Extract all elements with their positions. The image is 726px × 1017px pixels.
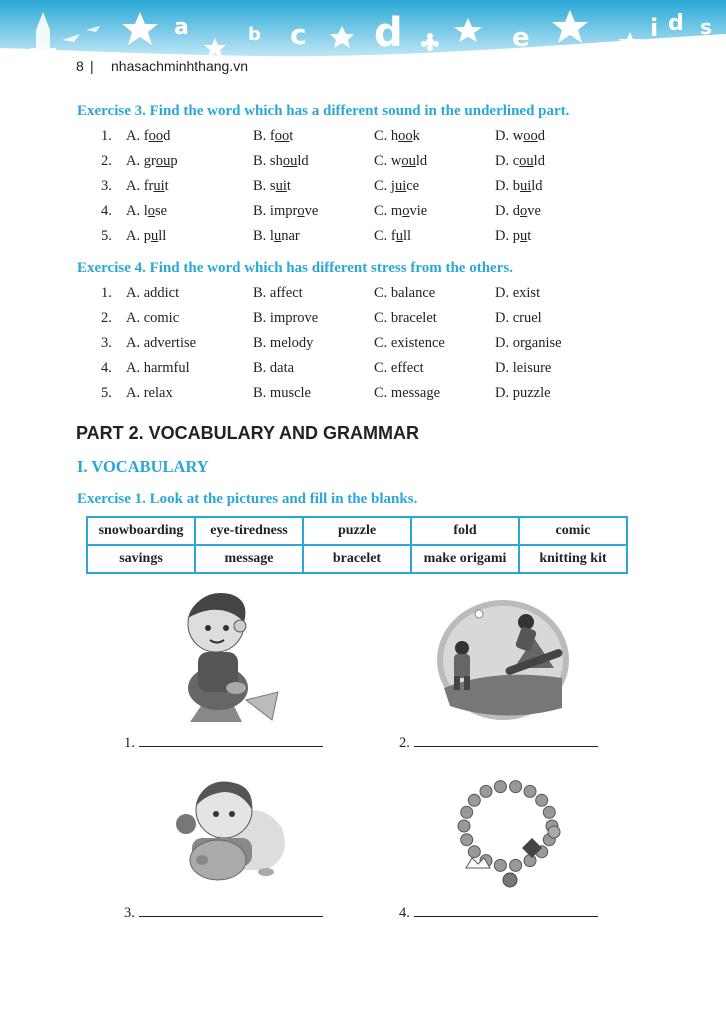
exercise3-title: Exercise 3. Find the word which has a different sound in the underlined part. <box>77 103 570 119</box>
option-text: C. h <box>374 128 399 144</box>
question-row <box>0 153 726 173</box>
option-text: ve <box>304 203 319 219</box>
option-text: p <box>170 153 178 169</box>
question-number: 3. <box>101 178 112 194</box>
option-text: B. sh <box>253 153 283 169</box>
part2-title: PART 2. VOCABULARY AND GRAMMAR <box>76 423 420 443</box>
option-a[interactable]: A. harmful <box>126 360 190 376</box>
word-box <box>86 516 628 574</box>
underlined-part: ou <box>401 153 416 169</box>
option-text: D. c <box>495 153 520 169</box>
blank-number: 1. <box>124 735 135 751</box>
question-row <box>0 360 726 380</box>
bracelet-icon <box>446 776 576 894</box>
header-separator: | <box>90 58 94 74</box>
option-text: ll <box>403 228 412 244</box>
option-d[interactable]: D. exist <box>495 285 541 301</box>
bead <box>536 794 548 806</box>
option-text: ld <box>531 178 543 194</box>
option-text: D. d <box>495 203 520 219</box>
bead <box>480 785 492 797</box>
banner-letter: e <box>512 23 530 53</box>
question-number: 5. <box>101 385 112 401</box>
option-b[interactable]: B. muscle <box>253 385 311 401</box>
option-b[interactable]: B. improve <box>253 310 319 326</box>
question-number: 1. <box>101 285 112 301</box>
underlined-part: u <box>519 228 528 244</box>
option-text: A. l <box>126 203 148 219</box>
option-d[interactable] <box>495 128 545 145</box>
answer-blank-3[interactable] <box>124 904 323 922</box>
word-box-cell: message <box>195 545 303 573</box>
option-b[interactable] <box>253 228 300 245</box>
option-c[interactable] <box>374 128 420 145</box>
underlined-part: oo <box>148 128 164 144</box>
option-a[interactable] <box>126 228 166 245</box>
option-text: A. p <box>126 228 151 244</box>
underlined-part: o <box>297 203 305 219</box>
bead <box>468 846 480 858</box>
underlined-part: oo <box>274 128 290 144</box>
underlined-part: o <box>519 203 528 219</box>
banner-letter: d <box>668 11 684 36</box>
option-text: d <box>537 128 545 144</box>
word-box-cell: knitting kit <box>519 545 627 573</box>
option-c[interactable]: C. balance <box>374 285 436 301</box>
option-d[interactable] <box>495 203 541 220</box>
blank-line[interactable] <box>139 904 323 917</box>
option-text: ld <box>297 153 309 169</box>
option-text: ll <box>158 228 167 244</box>
option-text: C. j <box>374 178 395 194</box>
option-text: k <box>412 128 420 144</box>
origami-boy-icon <box>170 588 290 724</box>
blank-number: 2. <box>399 735 410 751</box>
bead <box>543 806 555 818</box>
option-a[interactable]: A. comic <box>126 310 180 326</box>
banner-letter: d <box>374 10 403 56</box>
option-a[interactable] <box>126 178 169 195</box>
question-row <box>0 203 726 223</box>
question-number: 2. <box>101 153 112 169</box>
banner-letter: a <box>174 15 189 40</box>
underlined-part: ui <box>394 178 407 194</box>
blank-line[interactable] <box>414 904 598 917</box>
option-a[interactable] <box>126 128 170 145</box>
question-row <box>0 385 726 405</box>
option-a[interactable]: A. advertise <box>126 335 197 351</box>
option-text: ce <box>406 178 420 194</box>
question-number: 4. <box>101 203 112 219</box>
option-d[interactable]: D. cruel <box>495 310 542 326</box>
answer-blank-4[interactable] <box>399 904 598 922</box>
underlined-part: ui <box>153 178 165 194</box>
word-box-cell: bracelet <box>303 545 411 573</box>
option-d[interactable] <box>495 153 545 170</box>
bead <box>510 781 522 793</box>
option-text: B. l <box>253 228 274 244</box>
option-text: B. s <box>253 178 276 194</box>
option-text: t <box>164 178 169 194</box>
question-row <box>0 128 726 148</box>
question-row <box>0 228 726 248</box>
option-text: A. gr <box>126 153 156 169</box>
option-text: D. b <box>495 178 520 194</box>
question-row <box>0 310 726 330</box>
option-d[interactable]: D. organise <box>495 335 562 351</box>
question-row <box>0 335 726 355</box>
banner-letter: i <box>650 14 659 42</box>
bead <box>458 820 470 832</box>
question-number: 5. <box>101 228 112 244</box>
option-b[interactable] <box>253 153 309 170</box>
underlined-part: ou <box>282 153 298 169</box>
option-c[interactable]: C. existence <box>374 335 445 351</box>
option-b[interactable] <box>253 128 293 145</box>
option-a[interactable] <box>126 153 178 170</box>
blank-number: 3. <box>124 905 135 921</box>
bead <box>524 785 536 797</box>
option-c[interactable]: C. message <box>374 385 441 401</box>
option-text: d <box>163 128 171 144</box>
option-text: D. p <box>495 228 520 244</box>
word-box-row <box>87 545 627 573</box>
option-b[interactable]: B. affect <box>253 285 303 301</box>
option-text: C. w <box>374 153 402 169</box>
option-text: ld <box>533 153 545 169</box>
exercise4-title: Exercise 4. Find the word which has different stress from the others. <box>77 260 513 276</box>
option-c[interactable]: C. bracelet <box>374 310 437 326</box>
word-box-cell: puzzle <box>303 517 411 545</box>
option-c[interactable] <box>374 203 427 220</box>
section-title: I. VOCABULARY <box>77 457 209 476</box>
option-text: D. w <box>495 128 524 144</box>
underlined-part: ui <box>275 178 287 194</box>
underlined-part: u <box>150 228 159 244</box>
bead <box>494 781 506 793</box>
word-box-cell: comic <box>519 517 627 545</box>
bead <box>510 859 522 871</box>
option-a[interactable]: A. relax <box>126 385 173 401</box>
option-b[interactable]: B. melody <box>253 335 314 351</box>
option-text: C. m <box>374 203 403 219</box>
bead <box>494 859 506 871</box>
option-c[interactable] <box>374 178 419 195</box>
page-number: 8 <box>76 58 84 74</box>
answer-blank-2[interactable] <box>399 734 598 752</box>
answer-blank-1[interactable] <box>124 734 323 752</box>
question-number: 4. <box>101 360 112 376</box>
option-c[interactable] <box>374 153 427 170</box>
underlined-part: oo <box>398 128 413 144</box>
underlined-part: ou <box>155 153 171 169</box>
option-d[interactable]: D. leisure <box>495 360 552 376</box>
option-c[interactable]: C. effect <box>374 360 424 376</box>
word-box-cell: fold <box>411 517 519 545</box>
option-b[interactable] <box>253 203 318 220</box>
option-text: t <box>289 128 294 144</box>
question-row <box>0 178 726 198</box>
option-d[interactable] <box>495 228 531 245</box>
option-b[interactable]: B. data <box>253 360 295 376</box>
option-d[interactable] <box>495 178 543 195</box>
option-b[interactable] <box>253 178 291 195</box>
website-label: nhasachminhthang.vn <box>111 58 248 74</box>
option-text: ld <box>415 153 428 169</box>
option-a[interactable]: A. addict <box>126 285 180 301</box>
word-box-cell: savings <box>87 545 195 573</box>
question-row <box>0 285 726 305</box>
option-c[interactable] <box>374 228 411 245</box>
option-text: B. impr <box>253 203 298 219</box>
option-text: se <box>155 203 168 219</box>
underlined-part: ou <box>519 153 534 169</box>
option-text: ve <box>527 203 541 219</box>
banner-letter: c <box>290 18 307 51</box>
option-text: A. f <box>126 128 149 144</box>
underlined-part: u <box>395 228 403 244</box>
word-box-cell: eye-tiredness <box>195 517 303 545</box>
underlined-part: o <box>402 203 410 219</box>
question-number: 2. <box>101 310 112 326</box>
snowboarding-icon <box>434 598 572 722</box>
blank-number: 4. <box>399 905 410 921</box>
option-text: t <box>286 178 291 194</box>
blank-line[interactable] <box>414 734 598 747</box>
word-box-row <box>87 517 627 545</box>
underlined-part: oo <box>523 128 538 144</box>
word-box-cell: make origami <box>411 545 519 573</box>
banner-letter: s <box>700 15 712 39</box>
underlined-part: ui <box>519 178 532 194</box>
option-text: t <box>527 228 532 244</box>
blank-line[interactable] <box>139 734 323 747</box>
option-text: C. f <box>374 228 396 244</box>
bead <box>461 834 473 846</box>
bead <box>461 806 473 818</box>
header-banner <box>0 0 726 84</box>
piggy-bank-girl-icon <box>162 778 292 888</box>
option-a[interactable] <box>126 203 167 220</box>
option-text: nar <box>281 228 300 244</box>
underlined-part: u <box>273 228 282 244</box>
vocab-exercise1-title: Exercise 1. Look at the pictures and fill in the blanks. <box>77 491 418 507</box>
banner-letter: b <box>248 24 261 45</box>
word-box-cell: snowboarding <box>87 517 195 545</box>
bead <box>468 794 480 806</box>
option-text: vie <box>409 203 428 219</box>
option-d[interactable]: D. puzzle <box>495 385 551 401</box>
question-number: 3. <box>101 335 112 351</box>
bead <box>524 855 536 867</box>
underlined-part: o <box>147 203 155 219</box>
option-text: A. fr <box>126 178 154 194</box>
option-text: B. f <box>253 128 275 144</box>
question-number: 1. <box>101 128 112 144</box>
